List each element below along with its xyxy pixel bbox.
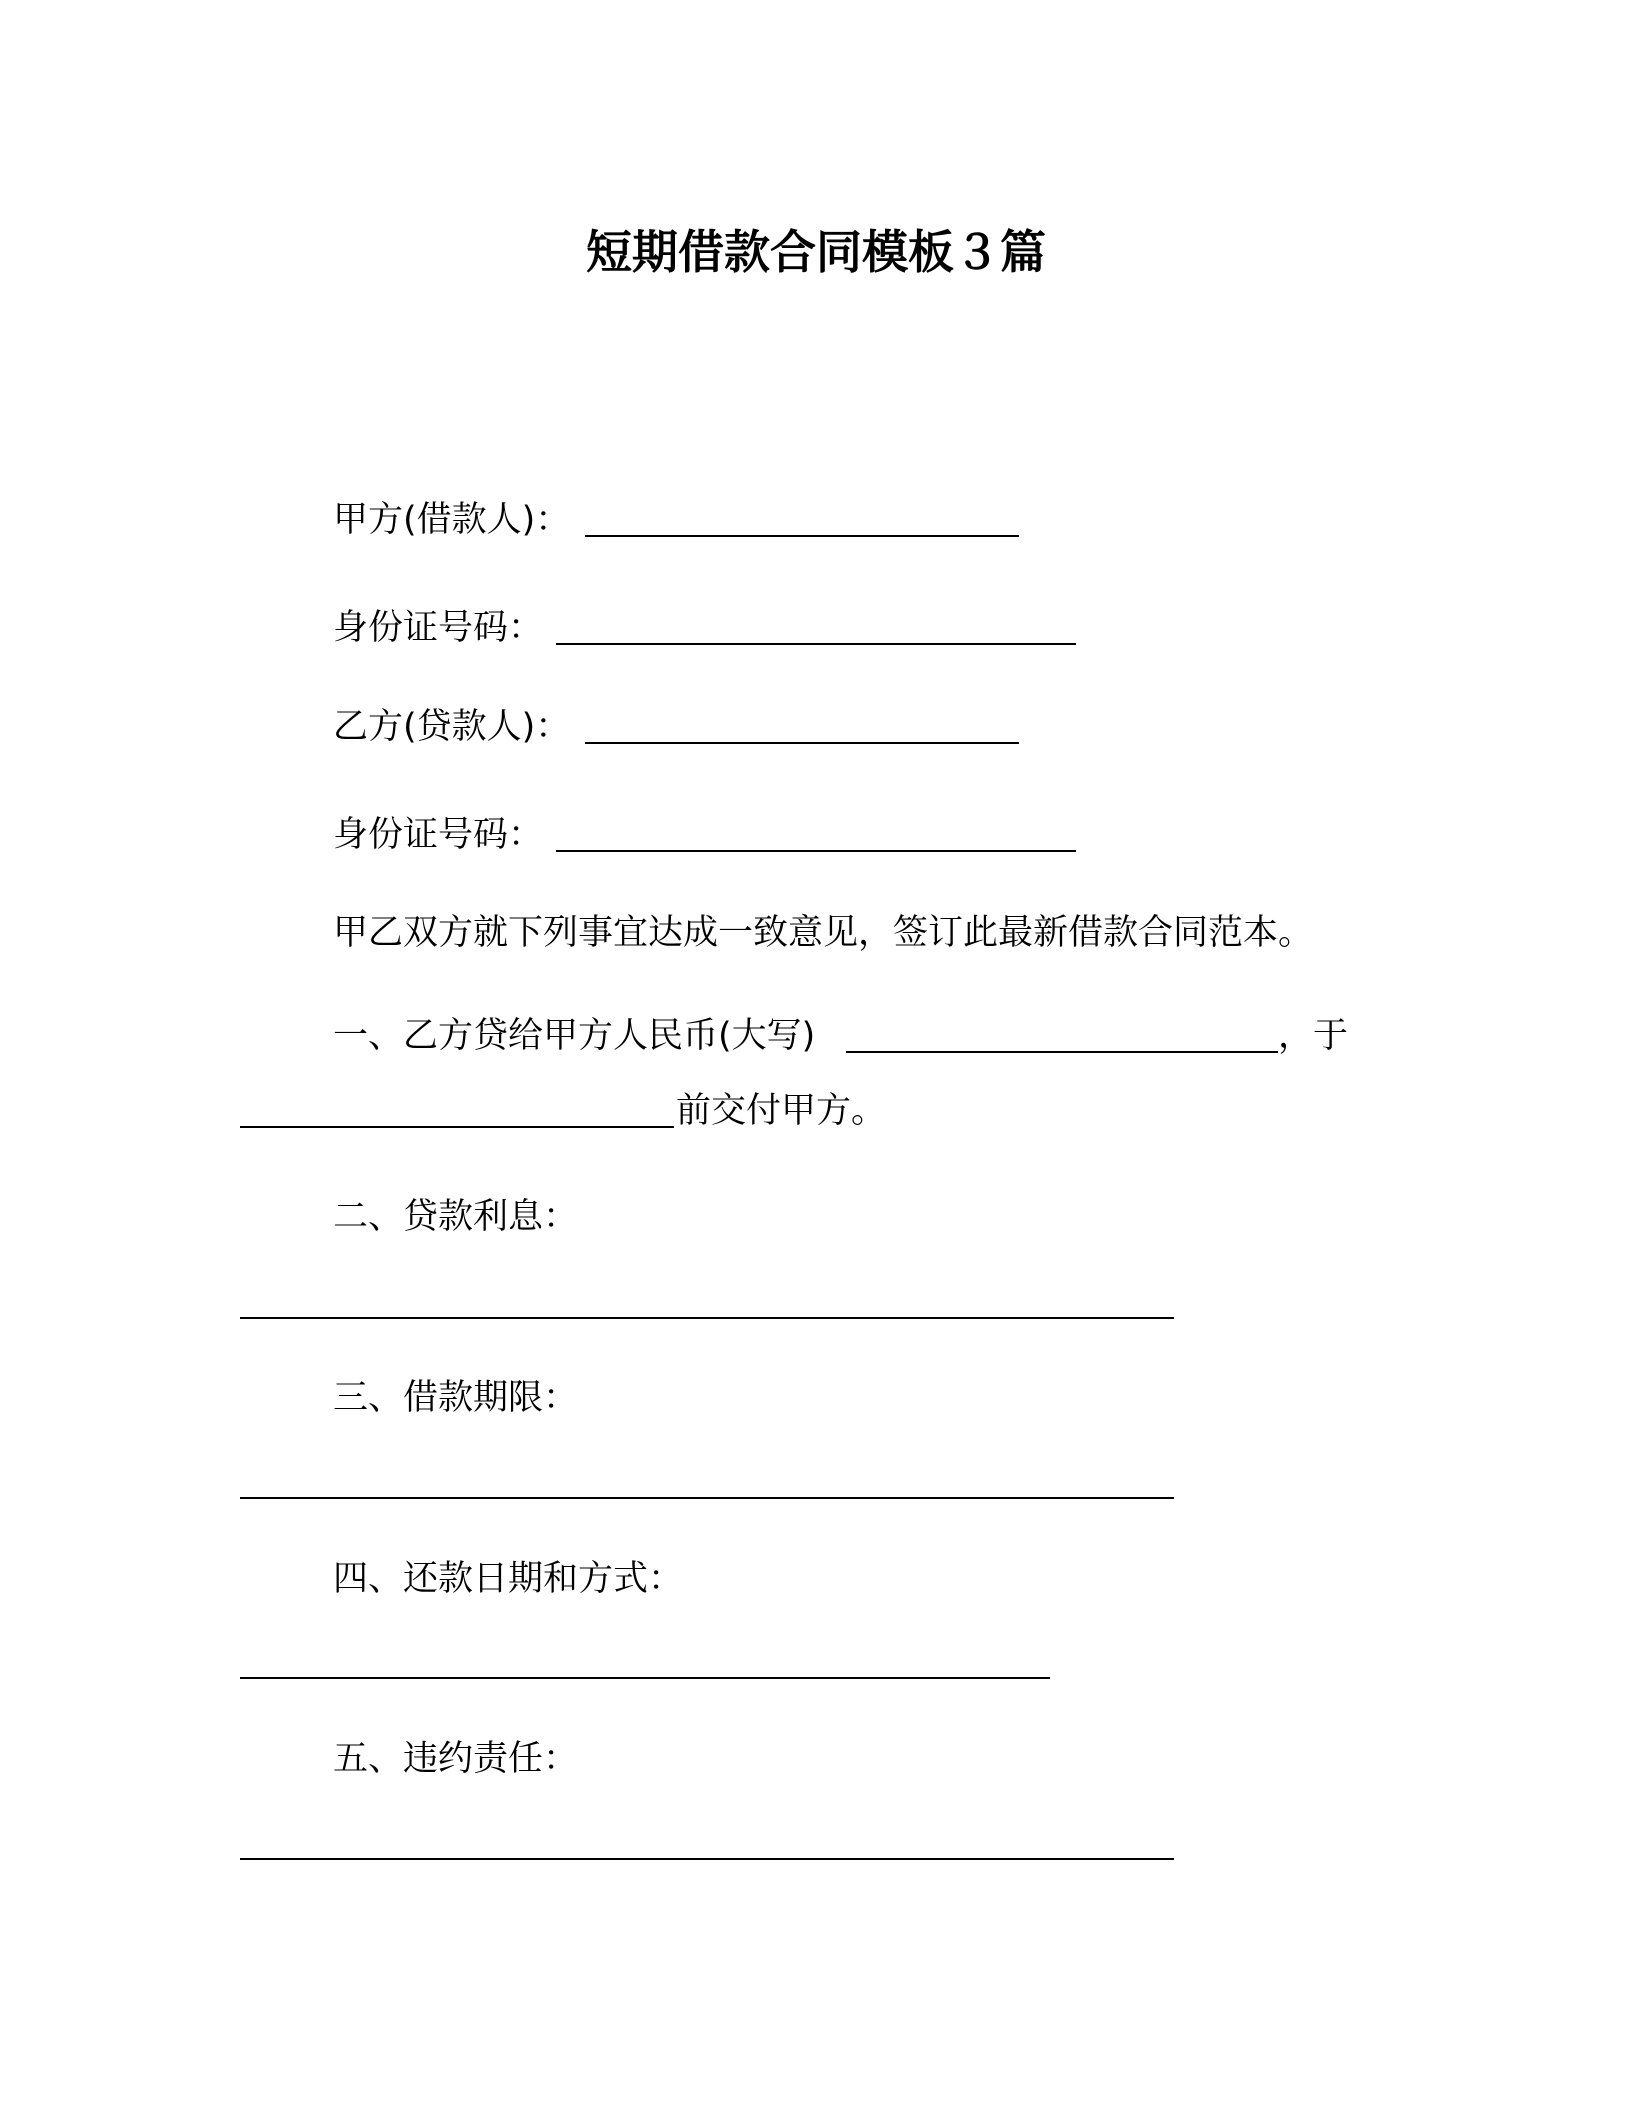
clause2-blank <box>240 1317 1174 1319</box>
clause2-label: 二、贷款利息： <box>333 1197 579 1237</box>
document-title: 短期借款合同模板３篇 <box>586 225 1046 279</box>
party-b-label: 乙方(贷款人)： <box>333 707 571 747</box>
clause1-amount-blank <box>846 1051 1278 1053</box>
party-b-blank <box>585 742 1019 744</box>
party-a-blank <box>585 535 1019 537</box>
party-b-id-blank <box>556 850 1076 852</box>
clause4-label: 四、还款日期和方式： <box>333 1559 684 1599</box>
clause1-suffix: 前交付甲方。 <box>676 1091 887 1131</box>
party-a-id-label: 身份证号码： <box>333 608 544 648</box>
clause1-middle: ，于 <box>1278 1016 1349 1056</box>
clause5-label: 五、违约责任： <box>333 1739 579 1779</box>
clause4-blank <box>240 1677 1050 1679</box>
clause3-blank <box>240 1497 1174 1499</box>
clause1-date-blank <box>240 1126 674 1128</box>
clause5-blank <box>240 1858 1174 1860</box>
party-a-id-blank <box>556 643 1076 645</box>
intro-paragraph: 甲乙双方就下列事宜达成一致意见，签订此最新借款合同范本。 <box>333 913 1314 953</box>
clause3-label: 三、借款期限： <box>333 1378 579 1418</box>
party-b-id-label: 身份证号码： <box>333 815 544 855</box>
clause1-prefix: 一、乙方贷给甲方人民币(大写) <box>333 1016 816 1056</box>
party-a-label: 甲方(借款人)： <box>333 500 571 540</box>
